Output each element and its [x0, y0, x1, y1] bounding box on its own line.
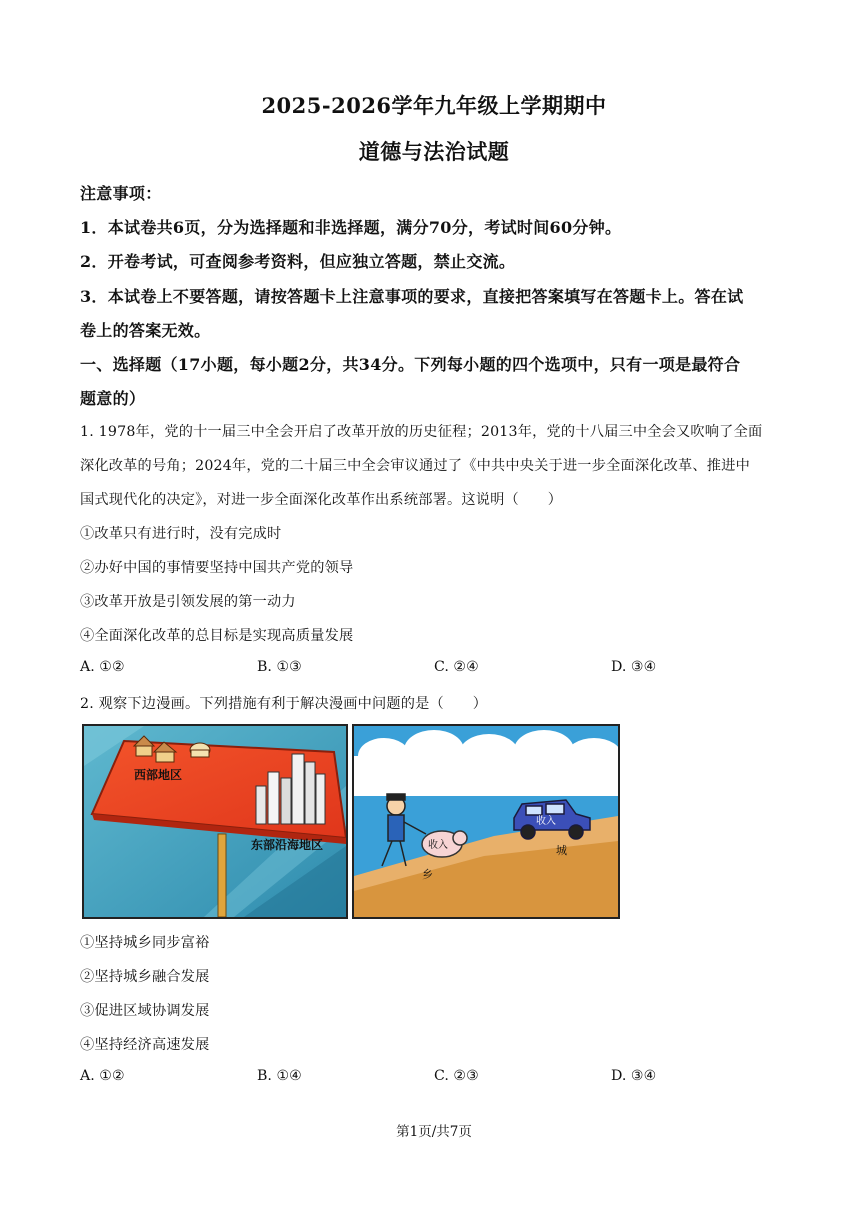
- notice-item-2: 2．开卷考试，可查阅参考资料，但应独立答题，禁止交流。: [80, 252, 516, 271]
- label-village: 乡: [422, 868, 433, 881]
- notice-item-3-line-1: 3．本试卷上不要答题，请按答题卡上注意事项的要求，直接把答案填写在答题卡上。答在试: [80, 287, 744, 306]
- exam-subtitle: 道德与法治试题: [358, 139, 510, 164]
- q1-stem-line-3: 国式现代化的决定》，对进一步全面深化改革作出系统部署。这说明（ ）: [80, 492, 563, 508]
- q1-option-d[interactable]: D. ③④: [611, 659, 657, 675]
- q1-statement-4: ④全面深化改革的总目标是实现高质量发展: [80, 628, 354, 644]
- section-heading-line-1: 一、选择题（17小题，每小题2分，共34分。下列每小题的四个选项中，只有一项是最符合: [80, 355, 741, 374]
- page-number: 第1页/共7页: [396, 1124, 472, 1140]
- label-income-car: 收入: [536, 816, 556, 827]
- q1-statement-3: ③改革开放是引领发展的第一动力: [80, 594, 296, 610]
- q1-stem-line-1: 1. 1978年，党的十一届三中全会开启了改革开放的历史征程；2013年，党的十八届三中全会又吹响了全面: [80, 424, 763, 440]
- label-city: 城: [556, 844, 567, 857]
- q2-statement-2: ②坚持城乡融合发展: [80, 969, 210, 985]
- notice-item-1: 1．本试卷共6页，分为选择题和非选择题，满分70分，考试时间60分钟。: [80, 218, 622, 237]
- comic-right-illustration: [354, 726, 618, 917]
- label-east-region: 东部沿海地区: [251, 838, 324, 852]
- q1-statement-2: ②办好中国的事情要坚持中国共产党的领导: [80, 560, 354, 576]
- q2-statement-4: ④坚持经济高速发展: [80, 1037, 210, 1053]
- comic-left-regional-gap: [82, 724, 348, 919]
- label-income-pig: 收入: [428, 840, 448, 851]
- comic-right-urban-rural-gap: [352, 724, 620, 919]
- q2-option-a[interactable]: A. ①②: [80, 1068, 125, 1084]
- section-heading-line-2: 题意的）: [80, 389, 146, 408]
- q1-option-c[interactable]: C. ②④: [434, 659, 479, 675]
- notice-heading: 注意事项：: [80, 184, 162, 203]
- label-west-region: 西部地区: [134, 768, 183, 782]
- q1-option-b[interactable]: B. ①③: [257, 659, 302, 675]
- q1-option-a[interactable]: A. ①②: [80, 659, 125, 675]
- notice-item-3-line-2: 卷上的答案无效。: [80, 321, 211, 340]
- q1-stem-line-2: 深化改革的号角；2024年，党的二十届三中全会审议通过了《中共中央关于进一步全面深化改革、推进中: [80, 458, 750, 474]
- q2-stem: 2. 观察下边漫画。下列措施有利于解决漫画中问题的是（ ）: [80, 696, 488, 712]
- q2-option-d[interactable]: D. ③④: [611, 1068, 657, 1084]
- q1-statement-1: ①改革只有进行时，没有完成时: [80, 526, 282, 542]
- q2-option-c[interactable]: C. ②③: [434, 1068, 479, 1084]
- q2-statement-3: ③促进区域协调发展: [80, 1003, 210, 1019]
- q2-option-b[interactable]: B. ①④: [257, 1068, 302, 1084]
- exam-title: 2025-2026学年九年级上学期期中: [261, 93, 607, 118]
- comic-left-illustration: [84, 726, 346, 917]
- q2-statement-1: ①坚持城乡同步富裕: [80, 935, 210, 951]
